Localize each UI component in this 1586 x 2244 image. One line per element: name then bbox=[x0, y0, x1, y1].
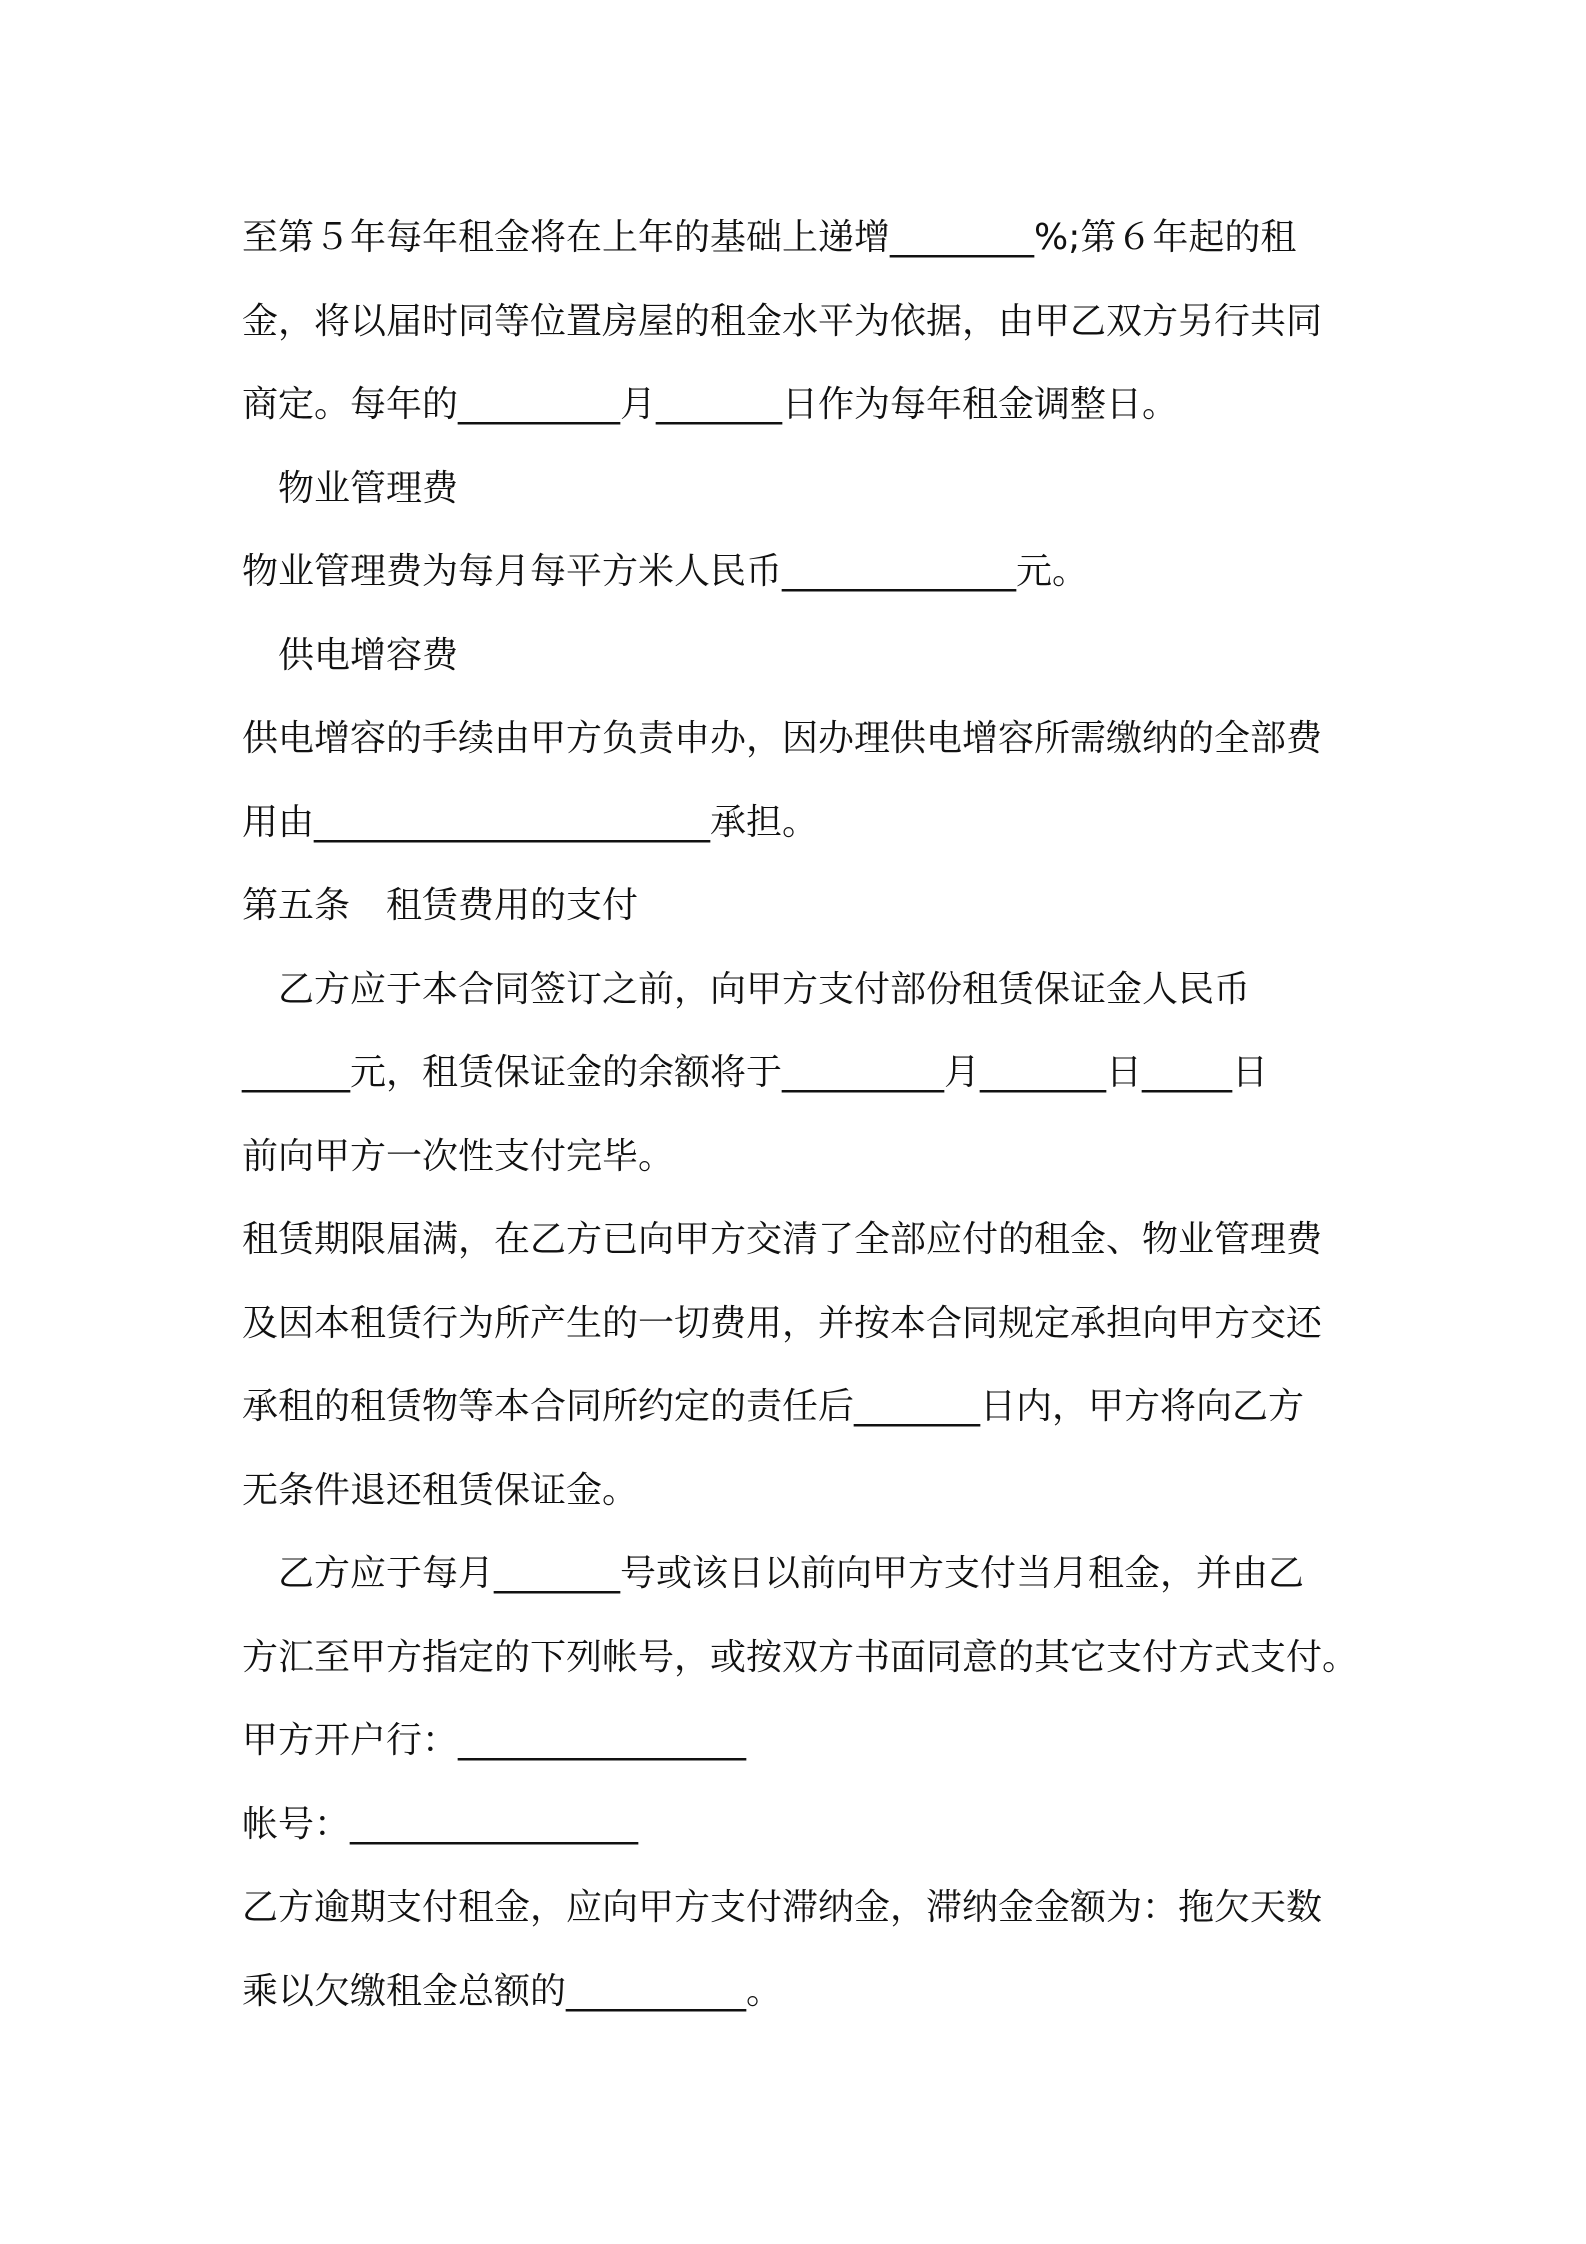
contract-text bbox=[242, 196, 1392, 2033]
text-line: 物业管理费为每月每平方米人民币_____________元。 bbox=[242, 551, 1089, 592]
text-line: ______元，租赁保证金的余额将于_________月_______日_____日 bbox=[242, 1052, 1269, 1093]
text-line: 商定。每年的_________月_______日作为每年租金调整日。 bbox=[242, 384, 1179, 425]
text-line: 乙方应于每月_______号或该日以前向甲方支付当月租金，并由乙 bbox=[278, 1553, 1305, 1594]
section-heading-power-fee: 供电增容费 bbox=[278, 634, 459, 676]
text-line: 乘以欠缴租金总额的__________。 bbox=[242, 1970, 783, 2012]
text-line: 乙方应于本合同签订之前，向甲方支付部份租赁保证金人民币 bbox=[278, 968, 1251, 1010]
text-line: 无条件退还租赁保证金。 bbox=[242, 1469, 639, 1511]
text-line: 至第５年每年租金将在上年的基础上递增________%;第６年起的租 bbox=[242, 217, 1297, 258]
text-line: 金，将以届时同等位置房屋的租金水平为依据，由甲乙双方另行共同 bbox=[242, 300, 1323, 342]
text-line: 租赁期限届满，在乙方已向甲方交清了全部应付的租金、物业管理费 bbox=[242, 1219, 1323, 1260]
text-line: 乙方逾期支付租金，应向甲方支付滞纳金，滞纳金金额为：拖欠天数 bbox=[242, 1887, 1323, 1928]
text-line: 及因本租赁行为所产生的一切费用，并按本合同规定承担向甲方交还 bbox=[242, 1302, 1323, 1344]
text-line: 前向甲方一次性支付完毕。 bbox=[242, 1135, 675, 1177]
bank-field-line: 甲方开户行：________________ bbox=[242, 1720, 747, 1761]
text-line: 承租的租赁物等本合同所约定的责任后_______日内，甲方将向乙方 bbox=[242, 1386, 1305, 1427]
text-line: 方汇至甲方指定的下列帐号，或按双方书面同意的其它支付方式支付。 bbox=[242, 1636, 1359, 1678]
article-heading: 第五条 租赁费用的支付 bbox=[242, 885, 639, 926]
account-field-line: 帐号：________________ bbox=[242, 1803, 639, 1845]
text-line: 供电增容的手续由甲方负责申办，因办理供电增容所需缴纳的全部费 bbox=[242, 718, 1323, 759]
section-heading-property-fee: 物业管理费 bbox=[278, 467, 459, 509]
text-line: 用由______________________承担。 bbox=[242, 801, 819, 843]
